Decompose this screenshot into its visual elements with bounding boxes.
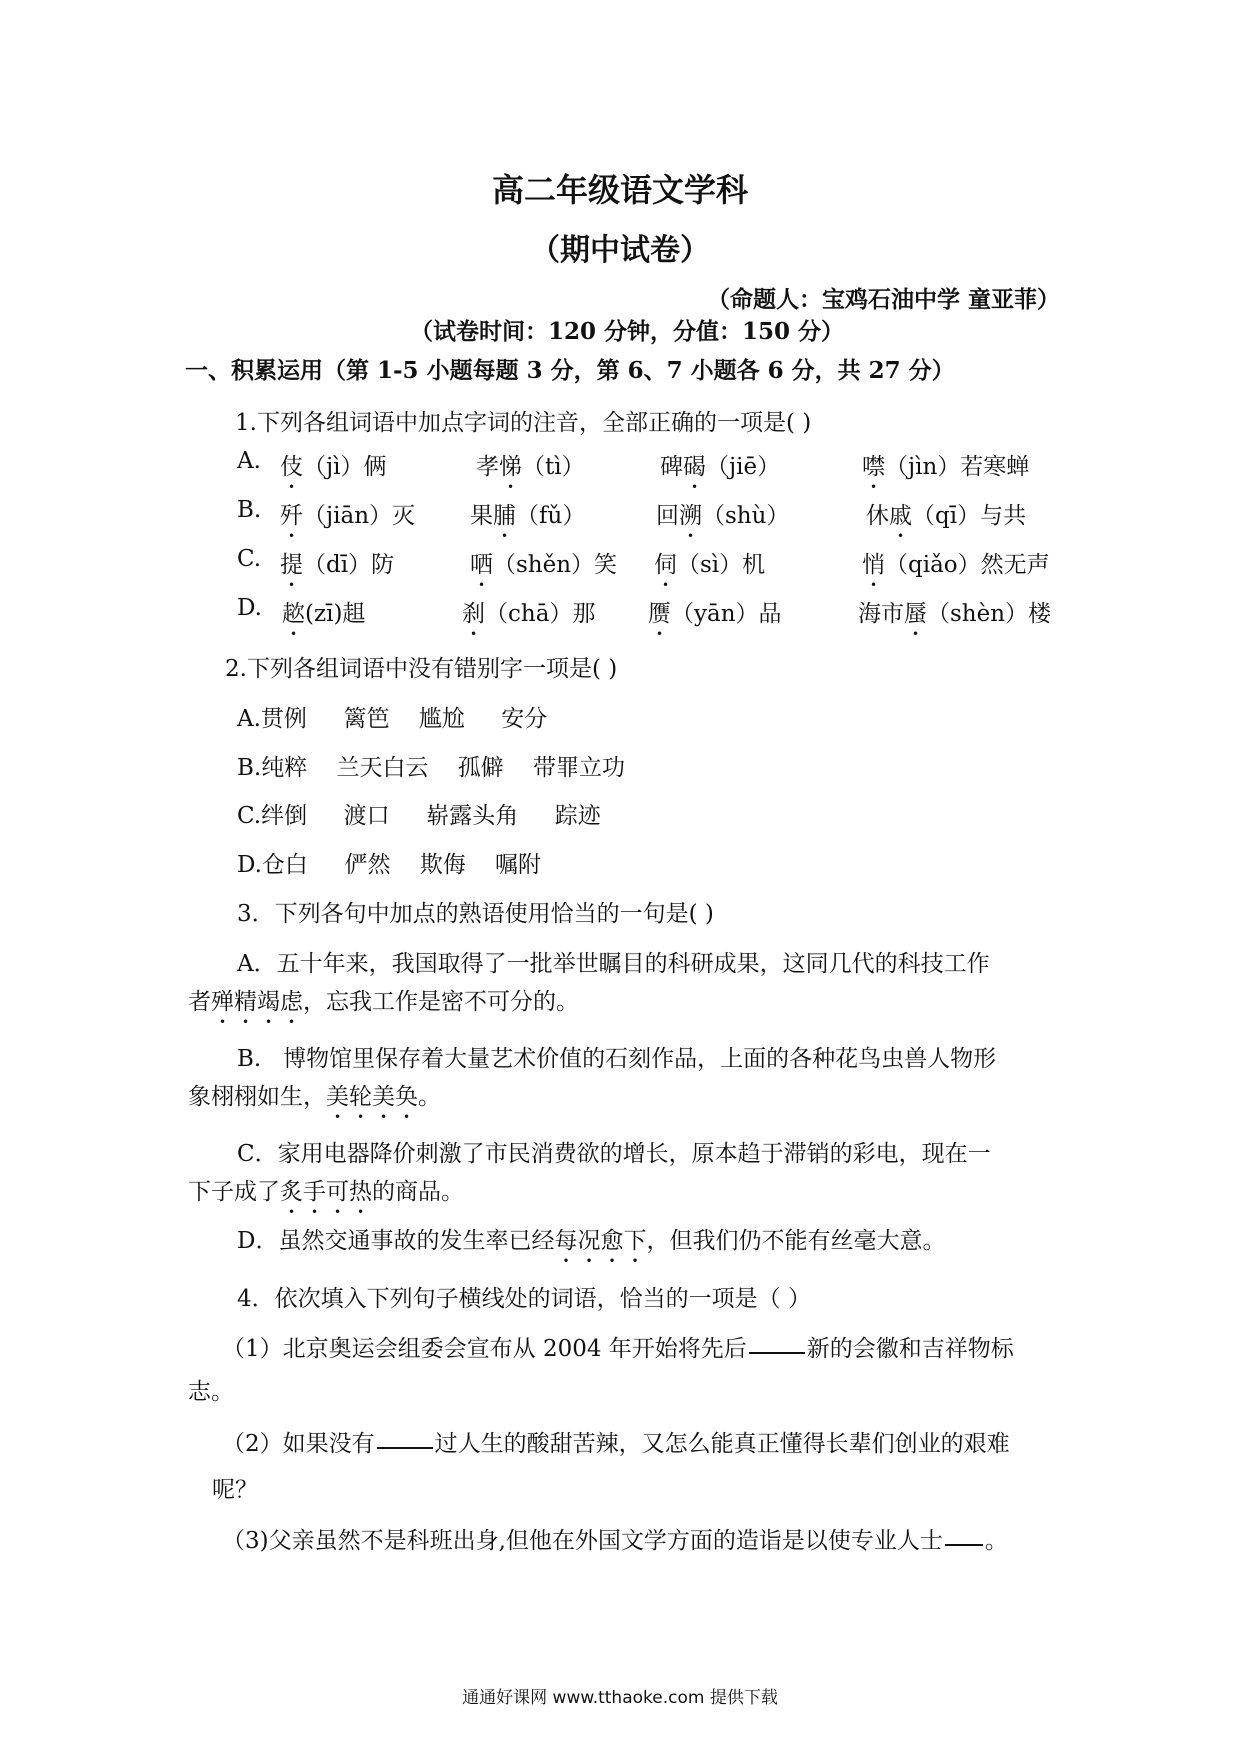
q2-option-d: D.仓白 俨然 欺侮 嘱附	[237, 852, 541, 878]
q1-a-item-1: 伎（jì）俩	[280, 454, 387, 480]
q1-b-item-4: 休戚（qī）与共	[866, 503, 1027, 529]
q3-option-c-line2: 下子成了炙手可热的商品。	[188, 1179, 464, 1205]
q1-d-item-2: 刹（chā）那	[462, 601, 596, 627]
q3-option-b-line2: 象栩栩如生，美轮美奂。	[188, 1084, 441, 1110]
page-title: 高二年级语文学科	[491, 171, 748, 209]
q4-sentence-2-cont: 呢？	[212, 1477, 258, 1503]
q1-c-item-3: 伺（sì）机	[654, 552, 766, 578]
q1-d-item-3: 赝（yān）品	[648, 601, 782, 627]
q3-option-b-line1: B. 博物馆里保存着大量艺术价值的石刻作品，上面的各种花鸟虫兽人物形	[237, 1046, 997, 1072]
blank-3	[945, 1543, 983, 1546]
footer-text: 通通好课网 www.tthaoke.com 提供下载	[462, 1688, 778, 1708]
q4-stem: 4．依次填入下列句子横线处的词语，恰当的一项是（ ）	[237, 1286, 811, 1312]
q2-option-b: B.纯粹 兰天白云 孤僻 带罪立功	[237, 755, 625, 781]
q3-option-d: D．虽然交通事故的发生率已经每况愈下，但我们仍不能有丝毫大意。	[237, 1228, 946, 1254]
q1-d-item-4: 海市蜃（shèn）楼	[858, 601, 1052, 627]
section-heading: 一、积累运用（第 1-5 小题每题 3 分，第 6、7 小题各 6 分，共 27 分）	[185, 357, 955, 384]
blank-2	[377, 1446, 433, 1449]
q1-c-item-1: 提（dī）防	[280, 552, 395, 578]
q3-option-c-line1: C．家用电器降价刺激了市民消费欲的增长，原本趋于滞销的彩电，现在一	[237, 1141, 991, 1167]
author-line: （命题人：宝鸡石油中学 童亚菲）	[706, 286, 1060, 313]
q3-option-a-line1: A．五十年来，我国取得了一批举世瞩目的科研成果，这同几代的科技工作	[237, 951, 990, 977]
q4-sentence-3: （3)父亲虽然不是科班出身,但他在外国文学方面的造诣是以使专业人士 。	[222, 1528, 1008, 1554]
q1-a-item-4: 噤（jìn）若寒蝉	[862, 454, 1030, 480]
q2-stem: 2.下列各组词语中没有错别字一项是( )	[225, 656, 618, 682]
q1-row-b-label: B.	[237, 497, 262, 523]
q1-row-c-label: C.	[237, 546, 262, 572]
q1-c-item-4: 悄（qiǎo）然无声	[862, 552, 1050, 578]
q1-b-item-1: 歼（jiān）灭	[280, 503, 416, 529]
q1-b-item-3: 回溯（shù）	[656, 503, 790, 529]
q1-c-item-2: 哂（shěn）笑	[470, 552, 618, 578]
q2-option-c: C.绊倒 渡口 崭露头角 踪迹	[237, 803, 601, 829]
page-subtitle: （期中试卷）	[530, 233, 710, 268]
q1-d-item-1: 趑(zī)趄	[282, 601, 366, 627]
q1-row-d-label: D.	[237, 595, 262, 621]
q1-a-item-2: 孝悌（tì）	[476, 454, 585, 480]
q1-a-item-3: 碑碣（jiē）	[660, 454, 781, 480]
q1-b-item-2: 果脯（fǔ）	[470, 503, 586, 529]
q4-sentence-1-cont: 志。	[188, 1379, 234, 1405]
q1-row-a-label: A.	[237, 448, 261, 474]
blank-1	[749, 1351, 805, 1354]
q3-stem: 3．下列各句中加点的熟语使用恰当的一句是( )	[237, 901, 714, 927]
q2-option-a: A.贯例 篱笆 尴尬 安分	[237, 706, 548, 732]
q4-sentence-2: （2）如果没有 过人生的酸甜苦辣，又怎么能真正懂得长辈们创业的艰难	[222, 1431, 1010, 1457]
q3-option-a-line2: 者殚精竭虑，忘我工作是密不可分的。	[188, 989, 579, 1015]
time-info: （试卷时间：120 分钟，分值：150 分）	[410, 318, 845, 345]
q1-stem: 1.下列各组词语中加点字词的注音，全部正确的一项是( )	[235, 410, 812, 436]
q4-sentence-1: （1）北京奥运会组委会宣布从 2004 年开始将先后 新的会徽和吉祥物标	[222, 1336, 1014, 1362]
